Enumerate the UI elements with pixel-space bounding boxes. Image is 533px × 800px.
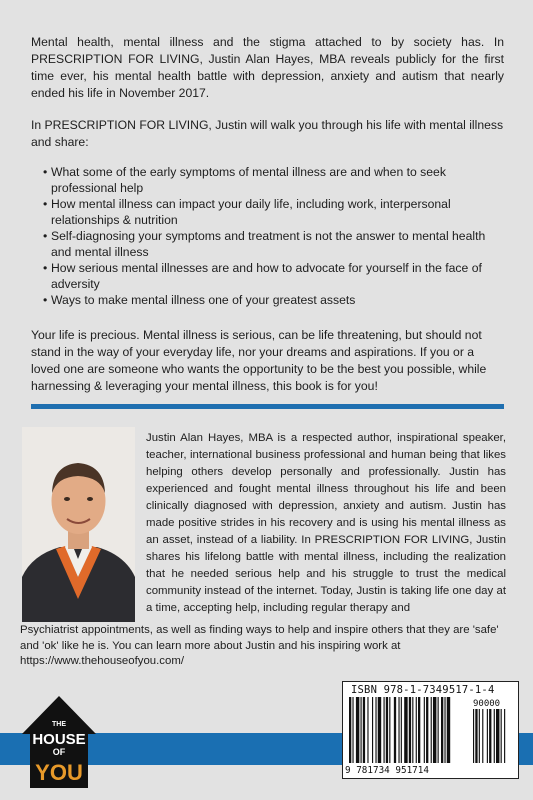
barcode-bar	[412, 697, 413, 763]
barcode-bar	[416, 697, 417, 763]
barcode-addon-bar	[496, 709, 499, 763]
barcode-addon-bar	[482, 709, 483, 763]
barcode-bar	[375, 697, 376, 763]
barcode-bar	[409, 697, 411, 763]
author-bio: Justin Alan Hayes, MBA is a respected author, inspirational speaker, teacher, international business professional and human being that likes helping others develop personally and professionally. Justin has experienced and fought mental illness throughout his life and been clinically diagnosed with depression, anxiety and autism. Justin has made positive strides in his recovery and is using his mental illness as an asset, instead of a liability. In PRESCRIPTION FOR LIVING, Justin shares his lifelong battle with mental illness, including the realization that he needed serious help and his struggle to trust the medical community instead of the internet. Today, Justin is taking life one day at a time, accepting help, including regular therapy and	[146, 432, 506, 614]
barcode-bar	[361, 697, 362, 763]
barcode-bar	[441, 697, 443, 763]
barcode-bar	[363, 697, 365, 763]
logo-text-you: YOU	[35, 760, 83, 785]
barcode-bar	[394, 697, 396, 763]
barcode-main-digits: 9 781734 951714	[345, 765, 429, 776]
author-photo	[22, 427, 135, 622]
author-bio-continued: Psychiatrist appointments, as well as finding ways to help and inspire others that they are 'safe' and 'ok' like he is. You can learn more about Justin and his inspiring work at https://www.thehouseofyou.com/	[20, 624, 499, 667]
isbn-label	[351, 684, 513, 696]
barcode-bar	[352, 697, 353, 763]
barcode-bars	[349, 697, 513, 765]
barcode-bar	[444, 697, 445, 763]
barcode-bar	[356, 697, 359, 763]
barcode-bar	[438, 697, 439, 763]
barcode-bar	[426, 697, 428, 763]
barcode-addon-bar	[479, 709, 480, 763]
barcode-addon-bar	[501, 709, 502, 763]
bullet-item: • What some of the early symptoms of mental illness are and when to seek professional help	[37, 164, 505, 196]
barcode-addon-bar	[504, 709, 505, 763]
barcode-bar	[404, 697, 407, 763]
barcode-bar	[386, 697, 388, 763]
barcode-bar	[384, 697, 385, 763]
house-icon	[20, 694, 98, 790]
publisher-logo	[20, 694, 98, 790]
barcode-bar	[418, 697, 420, 763]
bullet-item: • Self-diagnosing your symptoms and treatment is not the answer to mental health and mental illness	[37, 228, 505, 260]
barcode-addon-digits: 90000	[473, 699, 501, 709]
barcode-bar	[447, 697, 450, 763]
barcode-bar	[424, 697, 425, 763]
bullet-list	[37, 164, 505, 308]
barcode-addon-bar	[475, 709, 477, 763]
barcode-bar	[367, 697, 368, 763]
bullet-item: • How mental illness can impact your daily life, including work, interpersonal relationships & nutrition	[37, 196, 505, 228]
barcode-addon-bar	[473, 709, 474, 763]
intro-paragraph-2: In PRESCRIPTION FOR LIVING, Justin will walk you through his life with mental illness and share:	[31, 118, 504, 149]
bullet-item: • Ways to make mental illness one of your greatest assets	[37, 292, 505, 308]
barcode-bar	[349, 697, 351, 763]
barcode-addon-bar	[487, 709, 488, 763]
logo-text-the: THE	[52, 721, 66, 728]
bullet-item: • How serious mental illnesses are and how to advocate for yourself in the face of adversity	[37, 260, 505, 292]
barcode-bar	[372, 697, 373, 763]
barcode-digits	[345, 765, 515, 776]
barcode-bar	[433, 697, 436, 763]
logo-text-of: OF	[52, 747, 66, 757]
barcode-bar	[398, 697, 399, 763]
barcode-addon-bar	[489, 709, 491, 763]
barcode-addon-bar	[494, 709, 495, 763]
barcode-bar	[389, 697, 390, 763]
barcode-bar	[401, 697, 402, 763]
author-portrait-image	[22, 427, 135, 622]
logo-text-house: HOUSE	[32, 731, 86, 748]
barcode-bar	[378, 697, 381, 763]
isbn-barcode	[342, 681, 519, 779]
barcode-bar	[431, 697, 432, 763]
closing-paragraph: Your life is precious. Mental illness is serious, can be life threatening, but should not stand in the way of your everyday life, nor your dreams and aspirations. If you or a loved one are someone who wants the opportunity to be the best you possible, while harnessing & leveraging your mental illness, this book is for you!	[31, 328, 487, 393]
isbn-number: ISBN 978-1-7349517-1-4	[351, 684, 495, 696]
section-divider	[31, 404, 504, 409]
intro-paragraph: Mental health, mental illness and the stigma attached to by society has. In PRESCRIPTION FOR LIVING, Justin Alan Hayes, MBA reveals publicly for the first time ever, his mental health battle with depression, anxiety and autism that nearly ended his life in November 2017.	[31, 35, 504, 100]
